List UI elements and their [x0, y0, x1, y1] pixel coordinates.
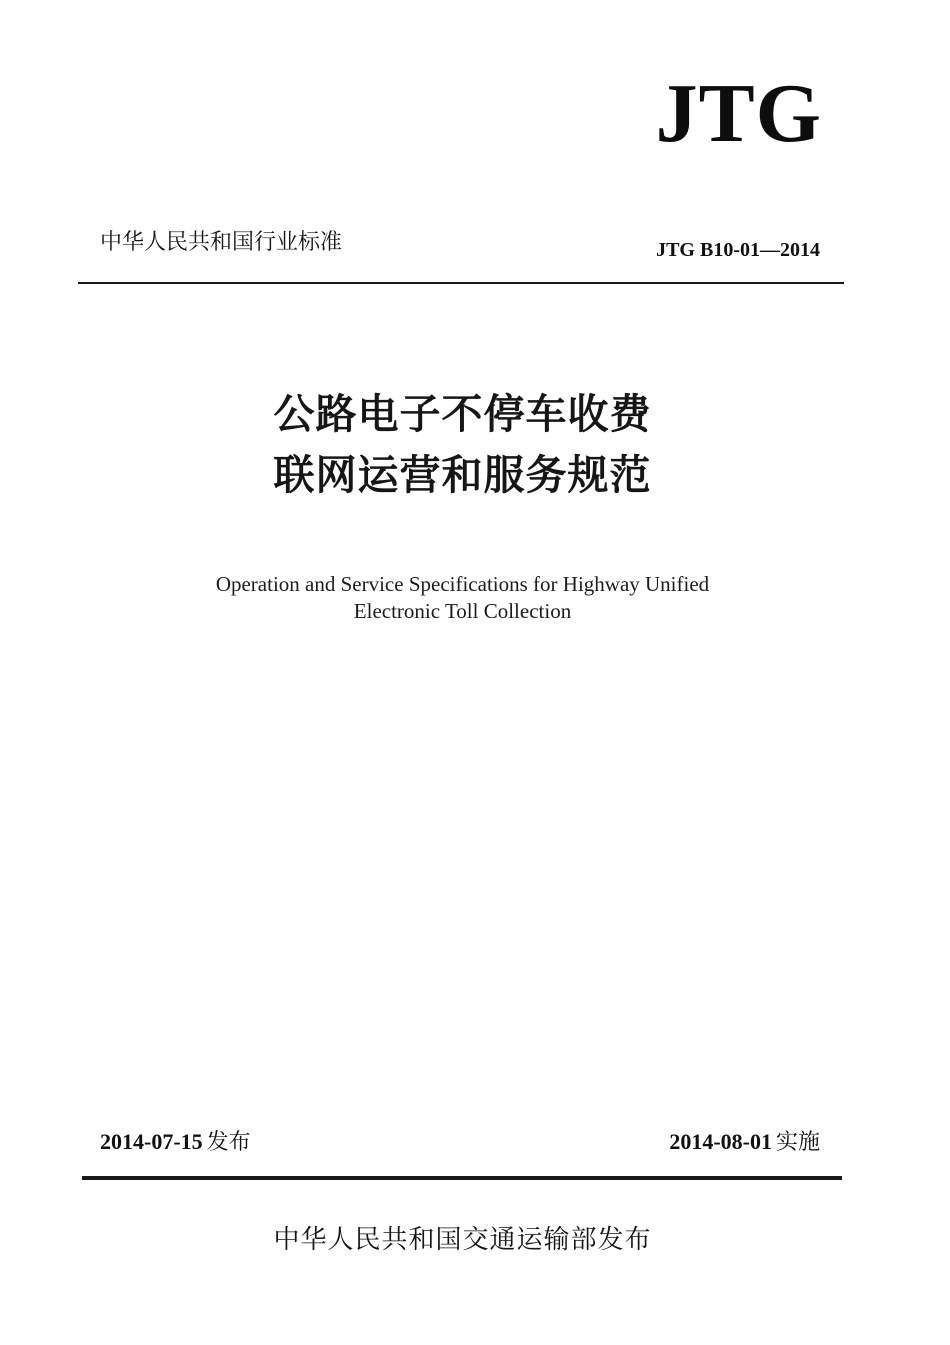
standard-category: 中华人民共和国行业标准 — [100, 230, 343, 255]
issue-date — [100, 1131, 251, 1154]
title-en-line1: Operation and Service Specifications for Highway Unified — [215, 572, 710, 596]
implementation-date-label: 实施 — [775, 1130, 820, 1155]
issue-date-label: 发布 — [206, 1130, 251, 1155]
top-divider — [78, 282, 844, 284]
implementation-date — [669, 1131, 820, 1154]
standard-code: JTG B10-01—2014 — [656, 239, 820, 261]
jtg-logo: JTG — [655, 67, 822, 160]
bottom-divider — [82, 1176, 842, 1180]
title-en-line2: Electronic Toll Collection — [353, 599, 572, 623]
publisher: 中华人民共和国交通运输部发布 — [273, 1225, 652, 1255]
issue-date-value: 2014-07-15 — [100, 1129, 203, 1154]
title-cn-line2: 联网运营和服务规范 — [273, 451, 652, 499]
title-cn-line1: 公路电子不停车收费 — [273, 390, 652, 438]
implementation-date-value: 2014-08-01 — [669, 1129, 772, 1154]
